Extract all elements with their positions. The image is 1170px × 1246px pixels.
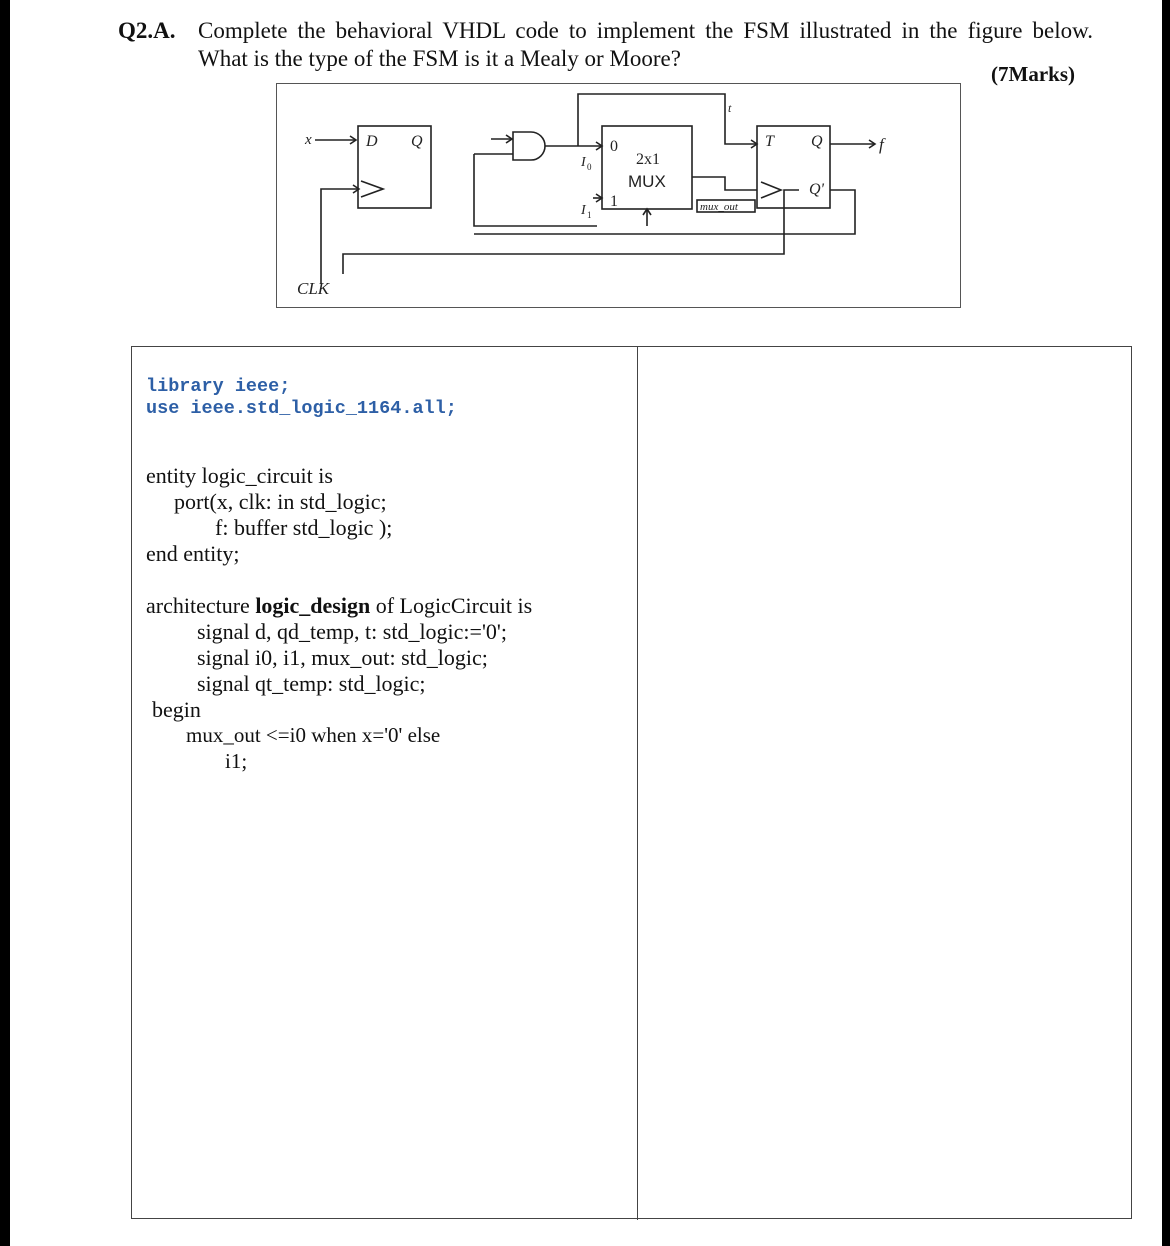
question-text-line2: What is the type of the FSM is it a Mealy or Moore? [198, 46, 681, 71]
dff-q-feedback-wire [474, 154, 597, 226]
clk-label: CLK [297, 279, 330, 298]
and-gate [513, 132, 545, 160]
code-begin-line: begin [152, 697, 201, 722]
right-edge-bar [1162, 0, 1170, 1246]
arch-rest: of LogicCircuit is [370, 593, 533, 618]
tff-clock-triangle [761, 182, 781, 198]
mux-i1-label: I [581, 203, 586, 218]
code-architecture-line [146, 593, 532, 619]
code-signal-line2: signal i0, i1, mux_out: std_logic; [197, 645, 488, 670]
clk-wire-dff [321, 189, 359, 284]
mux-i0-subscript: 0 [587, 162, 592, 172]
dff-q-label: Q [411, 133, 423, 150]
t-wire-label: t [728, 101, 732, 115]
code-entity-line: entity logic_circuit is [146, 463, 333, 488]
output-f-label: f [879, 135, 884, 154]
mux-name-line2: MUX [628, 172, 666, 191]
code-use-line: use ieee.std_logic_1164.all; [146, 398, 457, 419]
arch-keyword: architecture [146, 593, 256, 618]
mux-out-wire [692, 177, 757, 190]
code-port-line: port(x, clk: in std_logic; [174, 489, 387, 514]
marks-label: (7Marks) [991, 62, 1075, 86]
dff-d-label: D [366, 133, 378, 150]
qbar-feedback-wire [474, 190, 855, 234]
x-input-label: x [305, 132, 312, 148]
code-mux-statement: mux_out <=i0 when x='0' else [186, 723, 441, 747]
question-label: Q2.A. [118, 18, 176, 43]
mux-out-label: mux_out [700, 201, 738, 213]
fsm-circuit-figure [276, 83, 961, 308]
arch-name: logic_design [255, 593, 371, 618]
mux-i0-label: I [581, 155, 586, 170]
code-signal-line1: signal d, qd_temp, t: std_logic:='0'; [197, 619, 507, 644]
mux-name-line1: 2x1 [636, 151, 660, 168]
mux-in1-label: 1 [610, 193, 618, 210]
code-answer-table [131, 346, 1132, 1219]
left-edge-bar [0, 0, 10, 1246]
mux-i1-subscript: 1 [587, 210, 592, 220]
table-column-divider [637, 347, 638, 1220]
code-library-line: library ieee; [146, 376, 291, 397]
mux-in0-label: 0 [610, 138, 618, 155]
code-signal-line3: signal qt_temp: std_logic; [197, 671, 426, 696]
question-text-line1: Complete the behavioral VHDL code to implement the FSM illustrated in the figure below. [198, 18, 1093, 43]
circuit-diagram [277, 84, 962, 309]
tff-q-label: Q [811, 133, 823, 150]
dff-clock-triangle [361, 181, 383, 197]
code-port-f-line: f: buffer std_logic ); [215, 515, 393, 540]
code-mux-else: i1; [225, 749, 248, 773]
tff-t-label: T [765, 133, 774, 150]
top-feedback-wire [578, 94, 725, 146]
tff-qbar-label: Q' [809, 181, 824, 198]
code-end-entity-line: end entity; [146, 541, 240, 566]
